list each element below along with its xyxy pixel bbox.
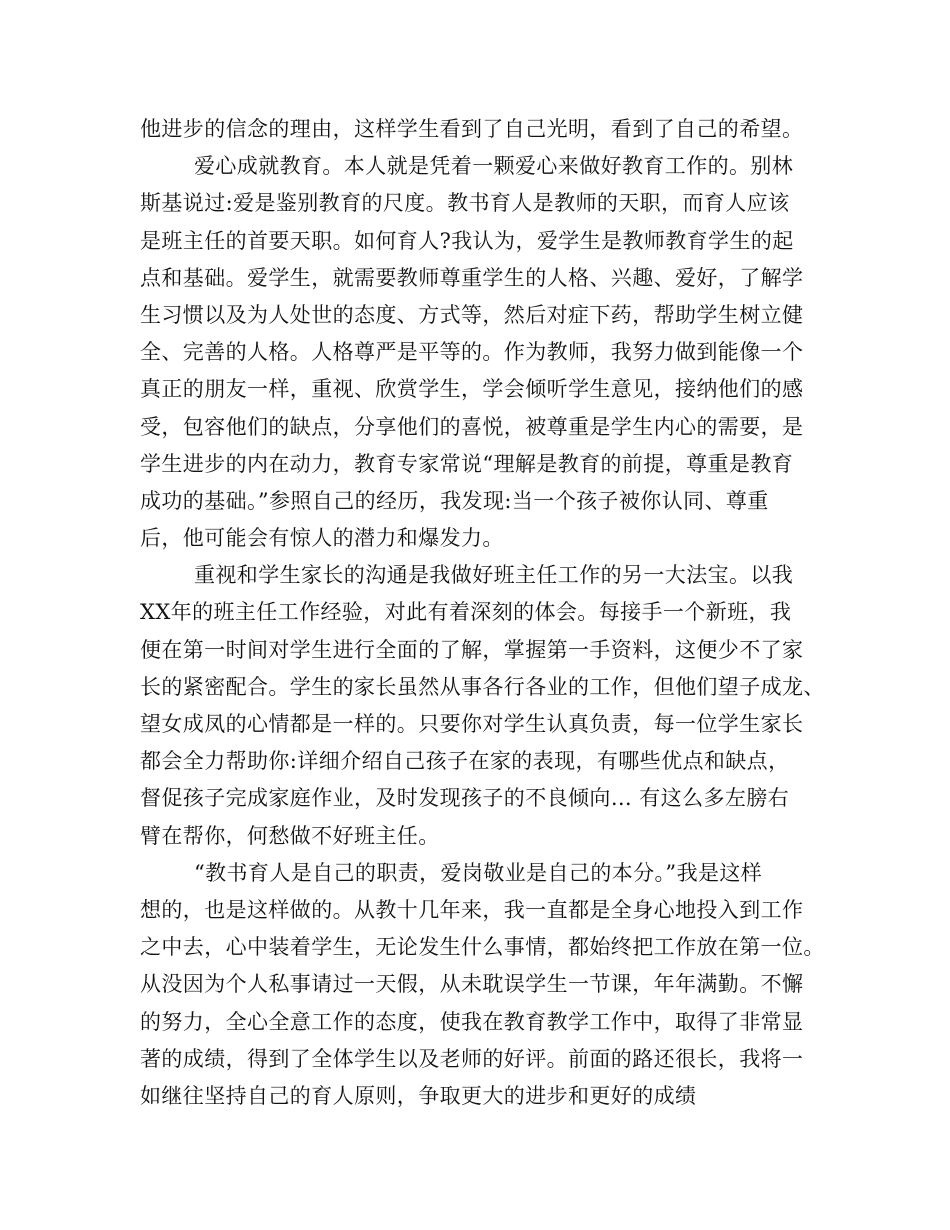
text-line: 点和基础。爱学生，就需要教师尊重学生的人格、兴趣、爱好，了解学 — [140, 265, 804, 290]
text-line: 督促孩子完成家庭作业，及时发现孩子的不良倾向… 有这么多左膀右 — [140, 786, 790, 811]
text-line: 是班主任的首要天职。如何育人?我认为，爱学生是教师教育学生的起 — [140, 228, 794, 253]
text-line: 著的成绩，得到了全体学生以及老师的好评。前面的路还很长，我将一 — [140, 1046, 804, 1071]
text-line: 长的紧密配合。学生的家长虽然从事各行各业的工作，但他们望子成龙、 — [140, 674, 825, 699]
text-line: 全、完善的人格。人格尊严是平等的。作为教师，我努力做到能像一个 — [140, 340, 804, 365]
text-line: 臂在帮你，何愁做不好班主任。 — [140, 823, 440, 848]
text-line: 想的，也是这样做的。从教十几年来，我一直都是全身心地投入到工作 — [140, 897, 804, 922]
paragraph-first-line: “教书育人是自己的职责，爱岗敬业是自己的本分。”我是这样 — [194, 860, 763, 885]
text-line: 都会全力帮助你:详细介绍自己孩子在家的表现，有哪些优点和缺点， — [140, 749, 790, 774]
text-line: 之中去，心中装着学生，无论发生什么事情，都始终把工作放在第一位。 — [140, 935, 825, 960]
text-line: 便在第一时间对学生进行全面的了解，掌握第一手资料，这便少不了家 — [140, 637, 804, 662]
text-line: 真正的朋友一样，重视、欣赏学生，学会倾听学生意见，接纳他们的感 — [140, 377, 804, 402]
text-line: 他进步的信念的理由，这样学生看到了自己光明，看到了自己的希望。 — [140, 117, 804, 141]
paragraph-first-line: 爱心成就教育。本人就是凭着一颗爱心来做好教育工作的。别林 — [194, 154, 794, 179]
text-line: 望女成凤的心情都是一样的。只要你对学生认真负责，每一位学生家长 — [140, 712, 804, 736]
text-line: 的努力，全心全意工作的态度，使我在教育教学工作中，取得了非常显 — [140, 1009, 804, 1034]
text-line: 斯基说过:爱是鉴别教育的尺度。教书育人是教师的天职，而育人应该 — [140, 191, 790, 216]
text-line: 学生进步的内在动力，教育专家常说“理解是教育的前提，尊重是教育 — [140, 451, 794, 476]
text-line: 后，他可能会有惊人的潜力和爆发力。 — [140, 526, 504, 551]
text-line: 从没因为个人私事请过一天假，从未耽误学生一节课，年年满勤。不懈 — [140, 972, 804, 997]
paragraph-first-line: 重视和学生家长的沟通是我做好班主任工作的另一大法宝。以我 — [194, 563, 794, 588]
body-text — [140, 111, 825, 1115]
text-line: 如继往坚持自己的育人原则，争取更大的进步和更好的成绩 — [140, 1083, 697, 1108]
text-line: 生习惯以及为人处世的态度、方式等，然后对症下药，帮助学生树立健 — [140, 302, 804, 327]
text-line: 成功的基础。”参照自己的经历，我发现:当一个孩子被你认同、尊重 — [140, 488, 769, 513]
text-line: XX年的班主任工作经验，对此有着深刻的体会。每接手一个新班，我 — [140, 600, 792, 625]
text-line: 受，包容他们的缺点，分享他们的喜悦，被尊重是学生内心的需要，是 — [140, 414, 804, 439]
